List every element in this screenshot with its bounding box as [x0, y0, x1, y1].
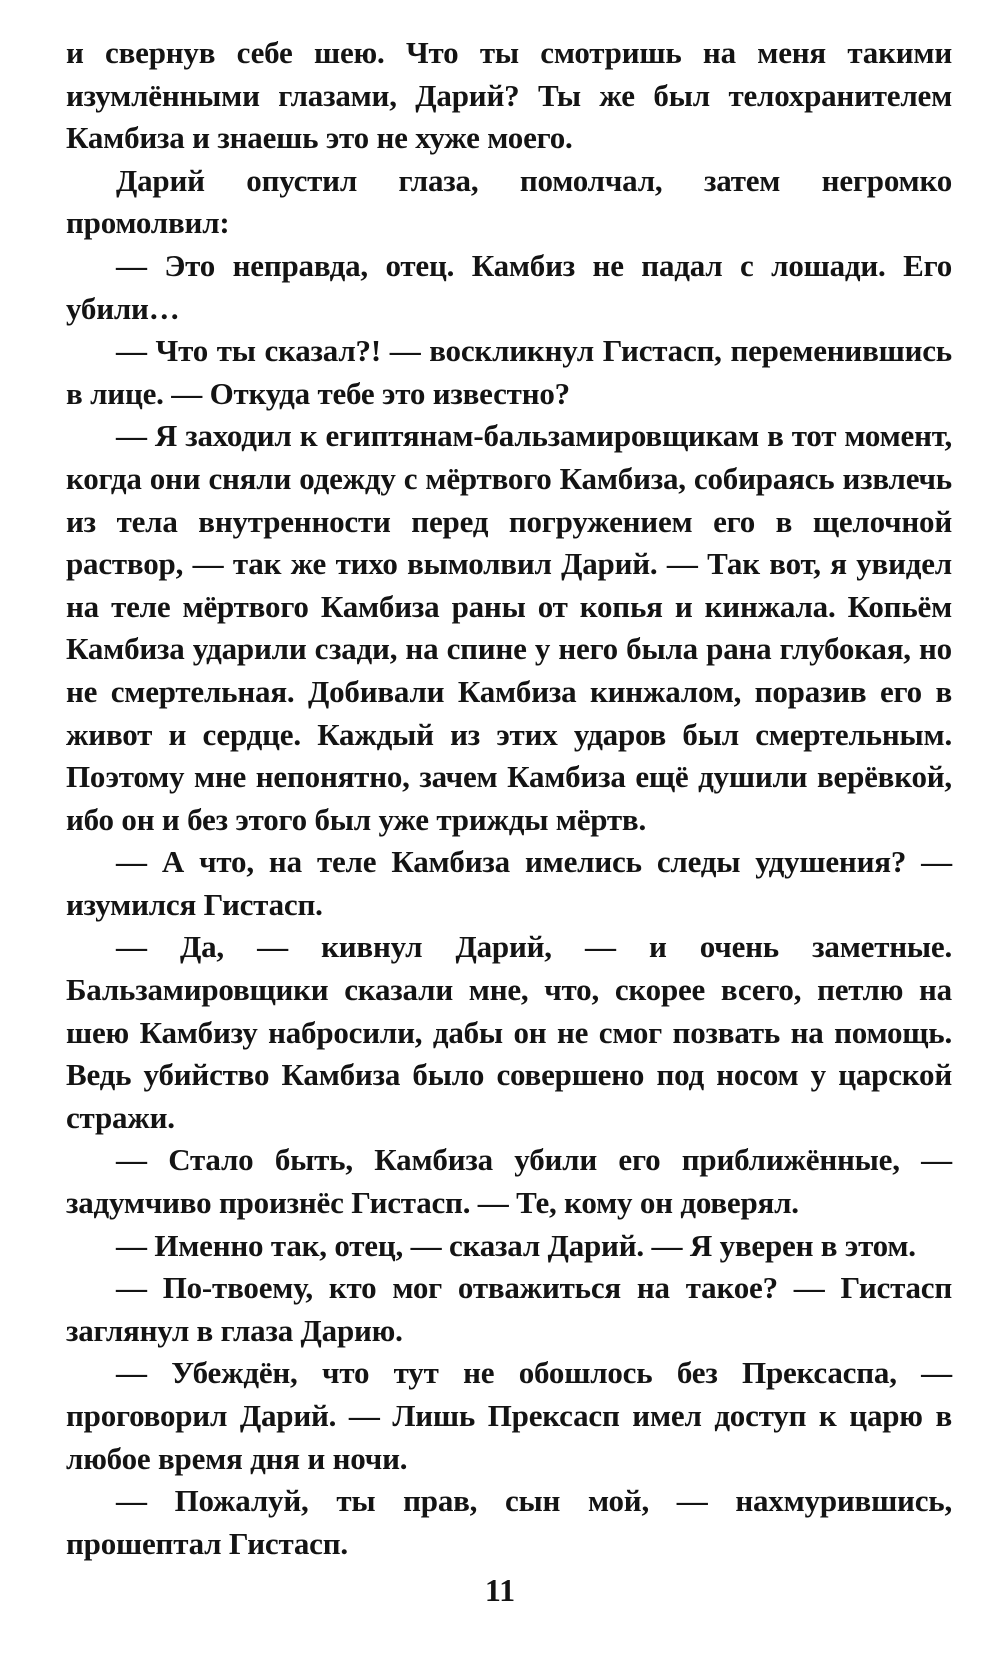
paragraph: — Да, — кивнул Дарий, — и очень заметные. Бальзамировщики сказали мне, что, скорее всего, петлю на шею Камбизу набросили, дабы он не смог позвать на помощь. Ведь убийство Камбиза было совершено под носом у царской стражи.: [66, 929, 952, 1135]
paragraph: — По-твоему, кто мог отважиться на такое? — Гистасп заглянул в глаза Дарию.: [66, 1270, 952, 1348]
page-number: 11: [484, 1572, 516, 1608]
paragraph: — Именно так, отец, — сказал Дарий. — Я уверен в этом.: [116, 1227, 916, 1263]
paragraph: — Я заходил к египтянам-бальзамировщикам в тот момент, когда они сняли одежду с мёртвого Камбиза, собираясь извлечь из тела внутренности перед погружением его в щелочной раствор, — так же тихо вымолвил Дарий. — Так вот, я увидел на теле мёртвого Камбиза раны от копья и кинжала. Копьём Камбиза ударили сзади, на спине у него была рана глубокая, но не смертельная. Добивали Камбиза кинжалом, поразив его в живот и сердце. Каждый из этих ударов был смертельным. Поэтому мне непонятно, зачем Камбиза ещё душили верёвкой, ибо он и без этого был уже трижды мёртв.: [66, 418, 952, 837]
paragraph: — Стало быть, Камбиза убили его приближённые, — задумчиво произнёс Гистасп. — Те, кому он доверял.: [66, 1142, 952, 1221]
page-body: [66, 32, 952, 1565]
paragraph: — Пожалуй, ты прав, сын мой, — нахмурившись, прошептал Гистасп.: [66, 1483, 952, 1561]
paragraph: — А что, на теле Камбиза имелись следы удушения? — изумился Гистасп.: [66, 844, 952, 922]
paragraph: — Что ты сказал?! — воскликнул Гистасп, переменившись в лице. — Откуда тебе это известно?: [66, 333, 952, 411]
paragraph: Дарий опустил глаза, помолчал, затем негромко промолвил:: [66, 162, 952, 241]
paragraph: — Убеждён, что тут не обошлось без Прексаспа, — проговорил Дарий. — Лишь Прексасп имел доступ к царю в любое время дня и ночи.: [66, 1355, 952, 1476]
paragraph: — Это неправда, отец. Камбиз не падал с лошади. Его убили…: [66, 247, 952, 326]
paragraph: и свернув себе шею. Что ты смотришь на меня такими изумлёнными глазами, Дарий? Ты же был телохранителем Камбиза и знаешь это не хуже моего.: [66, 35, 952, 156]
